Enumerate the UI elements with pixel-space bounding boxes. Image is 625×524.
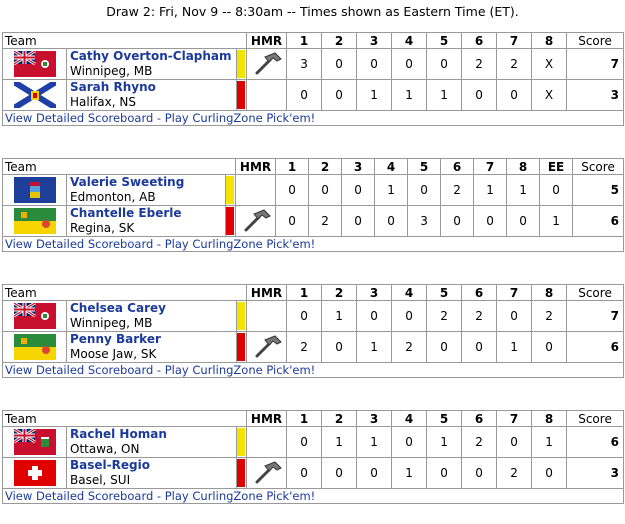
end-header: 3 (357, 411, 392, 427)
end-score: 1 (427, 427, 462, 458)
end-header: 8 (532, 33, 567, 49)
end-score: 1 (540, 206, 573, 237)
end-header: 2 (322, 33, 357, 49)
total-score: 7 (567, 49, 624, 80)
end-score: 0 (309, 175, 342, 206)
team-header: Team (3, 285, 247, 301)
team-city: Ottawa, ON (70, 442, 140, 456)
end-score: 2 (287, 332, 322, 363)
end-header: 2 (322, 285, 357, 301)
end-score: 1 (507, 175, 540, 206)
end-header: 6 (462, 285, 497, 301)
game-table (2, 284, 624, 378)
end-score: 0 (540, 175, 573, 206)
detailed-scoreboard-link[interactable]: View Detailed Scoreboard (5, 489, 154, 503)
detailed-scoreboard-link[interactable]: View Detailed Scoreboard (5, 111, 154, 125)
end-score: 0 (497, 301, 532, 332)
team-city: Basel, SUI (70, 473, 131, 487)
team-city: Winnipeg, MB (70, 64, 153, 78)
end-header: 4 (392, 285, 427, 301)
end-score: 0 (357, 49, 392, 80)
team-city: Edmonton, AB (70, 190, 156, 204)
end-header: 5 (427, 33, 462, 49)
end-score: 1 (474, 175, 507, 206)
team-city: Moose Jaw, SK (70, 347, 157, 361)
end-score: 1 (427, 80, 462, 111)
team-row (3, 80, 624, 111)
stone-color-indicator (237, 301, 247, 332)
flag-saskatchewan-icon (3, 206, 67, 237)
end-score: 2 (462, 49, 497, 80)
end-score: 2 (462, 301, 497, 332)
team-info (67, 458, 237, 489)
hmr-header: HMR (236, 159, 276, 175)
end-score: 0 (322, 49, 357, 80)
end-score: 0 (322, 332, 357, 363)
end-score: 0 (392, 427, 427, 458)
end-score: 0 (287, 427, 322, 458)
end-score: 0 (357, 458, 392, 489)
end-header: 4 (392, 33, 427, 49)
end-score: 0 (287, 458, 322, 489)
stone-color-indicator (237, 80, 247, 111)
end-score: 2 (462, 427, 497, 458)
end-header: 3 (357, 33, 392, 49)
total-score: 3 (567, 80, 624, 111)
end-score: 3 (408, 206, 441, 237)
score-header: Score (567, 411, 624, 427)
hammer-cell (236, 175, 276, 206)
end-score: 0 (322, 80, 357, 111)
total-score: 6 (573, 206, 624, 237)
header-row (3, 159, 624, 175)
game-table (2, 410, 624, 504)
pickem-link[interactable]: Play CurlingZone Pick'em! (164, 363, 316, 377)
score-header: Score (567, 33, 624, 49)
end-score: 2 (309, 206, 342, 237)
end-header: 5 (408, 159, 441, 175)
hmr-header: HMR (247, 33, 287, 49)
end-score: 0 (507, 206, 540, 237)
team-name-link[interactable]: Rachel Homan (70, 427, 167, 441)
link-separator: - (153, 363, 165, 377)
team-city: Halifax, NS (70, 95, 136, 109)
end-score: 0 (342, 175, 375, 206)
header-row (3, 285, 624, 301)
end-score: 2 (392, 332, 427, 363)
team-info (67, 49, 237, 80)
end-header: 4 (375, 159, 408, 175)
links-cell (3, 489, 624, 504)
hammer-cell (247, 427, 287, 458)
end-score: 0 (392, 49, 427, 80)
hammer-cell (247, 458, 287, 489)
end-score: 1 (357, 427, 392, 458)
team-name-link[interactable]: Cathy Overton-Clapham (70, 49, 232, 63)
end-score: 3 (287, 49, 322, 80)
header-row (3, 411, 624, 427)
flag-ontario-icon (3, 427, 67, 458)
team-name-link[interactable]: Sarah Rhyno (70, 80, 156, 94)
team-city: Regina, SK (70, 221, 135, 235)
team-row (3, 458, 624, 489)
end-score: 1 (322, 301, 357, 332)
team-row (3, 427, 624, 458)
detailed-scoreboard-link[interactable]: View Detailed Scoreboard (5, 363, 154, 377)
hammer-cell (236, 206, 276, 237)
hammer-icon (251, 347, 283, 361)
end-header: 6 (462, 411, 497, 427)
team-name-link[interactable]: Basel-Regio (70, 458, 150, 472)
team-header: Team (3, 33, 247, 49)
end-score: 0 (427, 458, 462, 489)
stone-color-indicator (237, 427, 247, 458)
end-header: 2 (322, 411, 357, 427)
end-score: 0 (322, 458, 357, 489)
links-cell (3, 111, 624, 126)
team-name-link[interactable]: Chelsea Carey (70, 301, 166, 315)
draw-title: Draw 2: Fri, Nov 9 -- 8:30am -- Times shown as Eastern Time (ET). (106, 4, 519, 19)
end-header: 4 (392, 411, 427, 427)
end-header: 6 (441, 159, 474, 175)
end-header: 7 (497, 411, 532, 427)
total-score: 5 (573, 175, 624, 206)
end-score: 0 (427, 49, 462, 80)
end-header: EE (540, 159, 573, 175)
end-score: 0 (497, 80, 532, 111)
end-score: 1 (497, 332, 532, 363)
end-header: 1 (276, 159, 309, 175)
end-header: 8 (507, 159, 540, 175)
end-score: 0 (462, 332, 497, 363)
game-table (2, 158, 624, 252)
end-score: X (532, 49, 567, 80)
end-score: 0 (392, 301, 427, 332)
end-header: 1 (287, 285, 322, 301)
total-score: 7 (567, 301, 624, 332)
end-header: 8 (532, 411, 567, 427)
end-score: 1 (322, 427, 357, 458)
team-name-link[interactable]: Chantelle Eberle (70, 206, 182, 220)
hammer-cell (247, 49, 287, 80)
links-row (3, 363, 624, 378)
end-score: 0 (532, 332, 567, 363)
hmr-header: HMR (247, 411, 287, 427)
link-separator: - (153, 111, 165, 125)
hammer-icon (240, 221, 272, 235)
end-score: 0 (427, 332, 462, 363)
score-header: Score (573, 159, 624, 175)
end-score: 0 (287, 301, 322, 332)
end-header: 5 (427, 285, 462, 301)
end-header: 1 (287, 411, 322, 427)
end-header: 2 (309, 159, 342, 175)
end-score: 1 (357, 80, 392, 111)
team-name-link[interactable]: Penny Barker (70, 332, 161, 346)
pickem-link[interactable]: Play CurlingZone Pick'em! (164, 111, 316, 125)
end-header: 7 (474, 159, 507, 175)
link-separator: - (153, 237, 165, 251)
end-header: 3 (357, 285, 392, 301)
links-row (3, 237, 624, 252)
stone-color-indicator (226, 206, 236, 237)
team-name-link[interactable]: Valerie Sweeting (70, 175, 185, 189)
end-score: 2 (427, 301, 462, 332)
team-row (3, 206, 624, 237)
stone-color-indicator (237, 332, 247, 363)
team-info (67, 332, 237, 363)
end-score: X (532, 80, 567, 111)
end-score: 1 (532, 427, 567, 458)
end-header: 1 (287, 33, 322, 49)
team-row (3, 301, 624, 332)
end-score: 0 (357, 301, 392, 332)
end-score: 0 (276, 206, 309, 237)
team-header: Team (3, 159, 236, 175)
end-score: 0 (287, 80, 322, 111)
end-score: 0 (441, 206, 474, 237)
end-score: 1 (392, 80, 427, 111)
end-score: 2 (497, 49, 532, 80)
team-info (67, 80, 237, 111)
end-score: 0 (532, 458, 567, 489)
team-row (3, 49, 624, 80)
team-row (3, 332, 624, 363)
score-header: Score (567, 285, 624, 301)
end-score: 0 (462, 80, 497, 111)
total-score: 6 (567, 332, 624, 363)
end-header: 3 (342, 159, 375, 175)
links-row (3, 111, 624, 126)
end-header: 6 (462, 33, 497, 49)
end-score: 0 (462, 458, 497, 489)
flag-nova-scotia-icon (3, 80, 67, 111)
link-separator: - (153, 489, 165, 503)
end-score: 0 (497, 427, 532, 458)
end-score: 0 (375, 206, 408, 237)
hammer-icon (251, 473, 283, 487)
end-header: 5 (427, 411, 462, 427)
total-score: 6 (567, 427, 624, 458)
flag-manitoba-icon (3, 301, 67, 332)
end-score: 1 (375, 175, 408, 206)
end-score: 0 (474, 206, 507, 237)
end-header: 8 (532, 285, 567, 301)
header-row (3, 33, 624, 49)
end-score: 0 (276, 175, 309, 206)
hammer-cell (247, 80, 287, 111)
team-info (67, 206, 226, 237)
team-row (3, 175, 624, 206)
stone-color-indicator (237, 49, 247, 80)
flag-switzerland-icon (3, 458, 67, 489)
total-score: 3 (567, 458, 624, 489)
links-cell (3, 363, 624, 378)
end-score: 2 (441, 175, 474, 206)
links-cell (3, 237, 624, 252)
hammer-cell (247, 301, 287, 332)
pickem-link[interactable]: Play CurlingZone Pick'em! (164, 489, 316, 503)
end-score: 2 (497, 458, 532, 489)
team-header: Team (3, 411, 247, 427)
end-score: 2 (532, 301, 567, 332)
team-info (67, 427, 237, 458)
hammer-icon (251, 64, 283, 78)
flag-alberta-icon (3, 175, 67, 206)
end-score: 1 (392, 458, 427, 489)
flag-saskatchewan-icon (3, 332, 67, 363)
team-info (67, 175, 226, 206)
end-header: 7 (497, 33, 532, 49)
hammer-cell (247, 332, 287, 363)
end-score: 0 (342, 206, 375, 237)
end-header: 7 (497, 285, 532, 301)
team-city: Winnipeg, MB (70, 316, 153, 330)
stone-color-indicator (237, 458, 247, 489)
end-score: 0 (408, 175, 441, 206)
flag-manitoba-icon (3, 49, 67, 80)
hmr-header: HMR (247, 285, 287, 301)
pickem-link[interactable]: Play CurlingZone Pick'em! (164, 237, 316, 251)
links-row (3, 489, 624, 504)
stone-color-indicator (226, 175, 236, 206)
game-table (2, 32, 624, 126)
team-info (67, 301, 237, 332)
end-score: 1 (357, 332, 392, 363)
detailed-scoreboard-link[interactable]: View Detailed Scoreboard (5, 237, 154, 251)
